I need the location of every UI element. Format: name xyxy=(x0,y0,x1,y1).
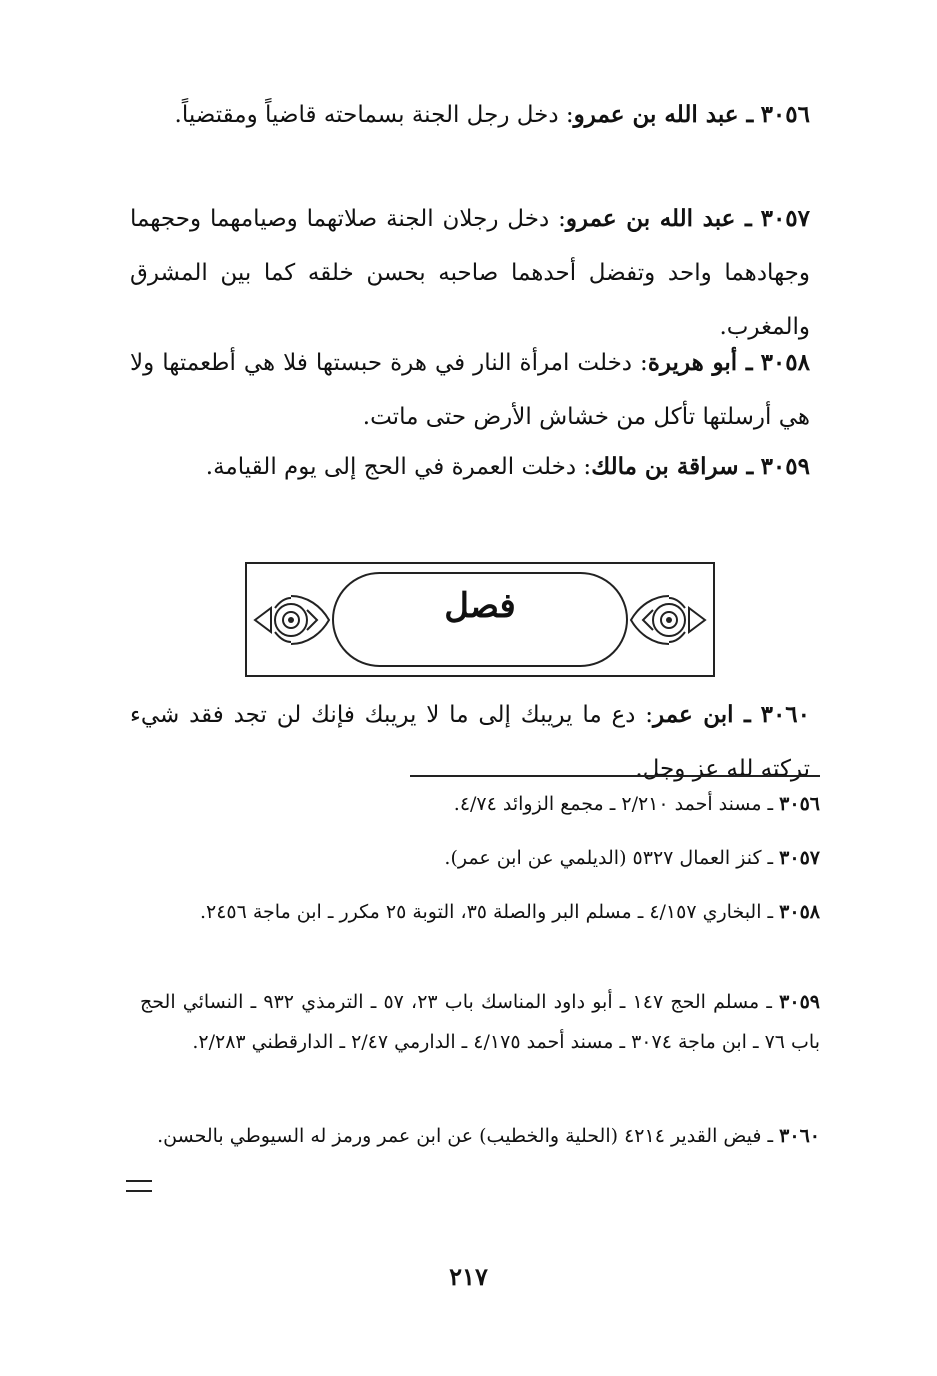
end-mark xyxy=(126,1180,152,1192)
hadith-narrator: ابن عمر xyxy=(653,701,734,728)
footnote: ٣٠٦٠ ـ فيض القدير ٤٢١٤ (الحلية والخطيب) عن ابن عمر ورمز له السيوطي بالحسن. xyxy=(157,1125,820,1147)
hadith-number: ٣٠٥٧ xyxy=(760,205,811,232)
footnote-number: ٣٠٥٩ xyxy=(779,991,820,1013)
footnote-number: ٣٠٥٨ xyxy=(779,901,820,923)
hadith-text: دخلت امرأة النار في هرة حبستها فلا هي أطعمتها ولا هي أرسلتها تأكل من خشاش الأرض حتى ماتت. xyxy=(130,350,810,430)
footnote-text: فيض القدير ٤٢١٤ (الحلية والخطيب) عن ابن عمر ورمز له السيوطي بالحسن. xyxy=(157,1125,762,1147)
hadith-text: دخلت العمرة في الحج إلى يوم القيامة. xyxy=(205,454,577,480)
footnote-text: كنز العمال ٥٣٢٧ (الديلمي عن ابن عمر). xyxy=(444,847,762,869)
footnote: ٣٠٥٧ ـ كنز العمال ٥٣٢٧ (الديلمي عن ابن عمر). xyxy=(444,847,820,869)
hadith-number: ٣٠٥٨ xyxy=(760,349,810,376)
hadith-entry: ٣٠٥٨ ـ أبو هريرة: دخلت امرأة النار في هرة حبستها فلا هي أطعمتها ولا هي أرسلتها تأكل من خشاش الأرض حتى ماتت. xyxy=(130,349,810,430)
hadith-narrator: عبد الله بن عمرو xyxy=(573,101,739,128)
footnote-text: مسند أحمد ٢/٢١٠ ـ مجمع الزوائد ٤/٧٤. xyxy=(453,793,762,815)
section-heading-frame xyxy=(245,562,715,677)
hadith-text: دع ما يريبك إلى ما لا يريبك فإنك لن تجد فقد شيء تركته لله عز وجل. xyxy=(130,702,810,782)
hadith-entry: ٣٠٥٩ ـ سراقة بن مالك: دخلت العمرة في الحج إلى يوم القيامة. xyxy=(205,453,810,480)
hadith-entry: ٣٠٦٠ ـ ابن عمر: دع ما يريبك إلى ما لا يريبك فإنك لن تجد فقد شيء تركته لله عز وجل. xyxy=(130,701,811,782)
hadith-narrator: عبد الله بن عمرو xyxy=(565,205,736,232)
section-heading: فصل xyxy=(444,586,516,626)
footnote-number: ٣٠٥٧ xyxy=(779,847,820,869)
hadith-text: دخل رجل الجنة بسماحته قاضياً ومقتضياً. xyxy=(174,102,559,128)
footnote: ٣٠٥٦ ـ مسند أحمد ٢/٢١٠ ـ مجمع الزوائد ٤/٧٤. xyxy=(453,793,820,815)
footnote-text: البخاري ٤/١٥٧ ـ مسلم البر والصلة ٣٥، التوبة ٢٥ مكرر ـ ابن ماجة ٢٤٥٦. xyxy=(199,901,762,923)
hadith-narrator: أبو هريرة xyxy=(647,349,738,376)
hadith-number: ٣٠٦٠ xyxy=(760,701,811,728)
hadith-number: ٣٠٥٩ xyxy=(760,453,810,480)
page-number: ٢١٧ xyxy=(449,1262,488,1291)
footnote-number: ٣٠٦٠ xyxy=(779,1125,820,1147)
footnote: ٣٠٥٩ ـ مسلم الحج ١٤٧ ـ أبو داود المناسك باب ٢٣، ٥٧ ـ الترمذي ٩٣٢ ـ النسائي الحج باب ٧٦ ـ ابن ماجة ٣٠٧٤ ـ مسند أحمد ٤/١٧٥ ـ الدارمي ٢/٤٧ ـ الدارقطني ٢/٢٨٣. xyxy=(140,991,820,1053)
footnote-number: ٣٠٥٦ xyxy=(779,793,820,815)
hadith-number: ٣٠٥٦ xyxy=(760,101,810,128)
footnote: ٣٠٥٨ ـ البخاري ٤/١٥٧ ـ مسلم البر والصلة ٣٥، التوبة ٢٥ مكرر ـ ابن ماجة ٢٤٥٦. xyxy=(199,901,820,923)
hadith-entry: ٣٠٥٦ ـ عبد الله بن عمرو: دخل رجل الجنة بسماحته قاضياً ومقتضياً. xyxy=(174,101,810,128)
footnote-text: مسلم الحج ١٤٧ ـ أبو داود المناسك باب ٢٣، ٥٧ ـ الترمذي ٩٣٢ ـ النسائي الحج باب ٧٦ ـ ابن ماجة ٣٠٧٤ ـ مسند أحمد ٤/١٧٥ ـ الدارمي ٢/٤٧ ـ الدارقطني ٢/٢٨٣. xyxy=(140,991,820,1053)
hadith-text: دخل رجلان الجنة صلاتهما وصيامهما وحجهما وجهادهما واحد وتفضل أحدهما صاحبه بحسن خلقه كما بين المشرق والمغرب. xyxy=(130,206,810,340)
footnote-divider xyxy=(410,775,820,777)
arabesque-ornament-icon xyxy=(625,578,709,662)
hadith-entry: ٣٠٥٧ ـ عبد الله بن عمرو: دخل رجلان الجنة صلاتهما وصيامهما وحجهما وجهادهما واحد وتفضل أحدهما صاحبه بحسن خلقه كما بين المشرق والمغرب. xyxy=(130,205,811,340)
hadith-narrator: سراقة بن مالك xyxy=(591,453,739,480)
